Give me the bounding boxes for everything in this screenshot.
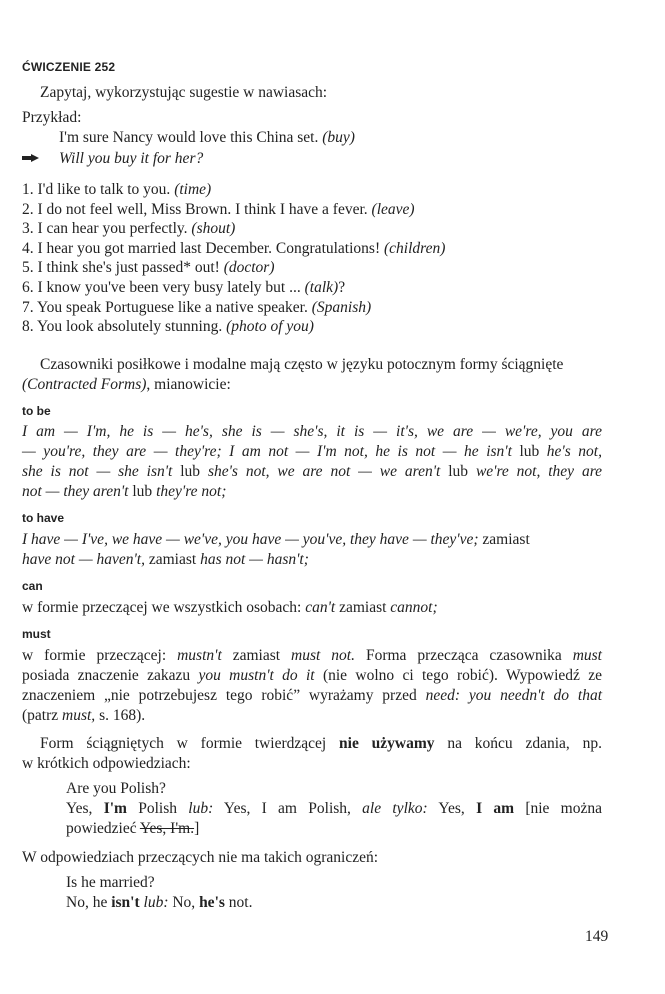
exercise-hint: (leave) bbox=[371, 200, 415, 218]
exercise-item bbox=[22, 200, 415, 219]
exercise-item bbox=[22, 278, 345, 297]
exercise-number: 1. bbox=[22, 181, 34, 198]
exercise-hint: (shout) bbox=[191, 220, 236, 238]
example-sentence: I'm sure Nancy would love this China set. (buy) bbox=[59, 129, 355, 146]
must-line-3: znaczeniem „nie potrzebujesz tego robić” wyrażamy przed need: you needn't do that bbox=[22, 687, 602, 704]
exercise-text: I'd like to talk to you. bbox=[37, 181, 171, 198]
exercise-text: I know you've been very busy lately but ... bbox=[37, 279, 301, 296]
form-answer-2: powiedzieć Yes, I'm.] bbox=[66, 820, 200, 837]
exercise-text: I hear you got married last December. Congratulations! bbox=[37, 239, 381, 257]
exercise-number: 5. bbox=[22, 259, 34, 277]
intro-line-2: (Contracted Forms), mianowicie: bbox=[22, 376, 231, 393]
exercise-text: I can hear you perfectly. bbox=[37, 220, 188, 238]
negative-answer: No, he isn't lub: No, he's not. bbox=[66, 894, 253, 911]
intro-line-1: Czasowniki posiłkowe i modalne mają często w języku potocznym formy ściągnięte bbox=[40, 356, 564, 373]
exercise-text: I do not feel well, Miss Brown. I think I have a fever. bbox=[37, 200, 368, 218]
exercise-hint: (talk) bbox=[304, 279, 339, 296]
instruction: Zapytaj, wykorzystując sugestie w nawiasach: bbox=[40, 84, 328, 101]
must-line-2: posiada znaczenie zakazu you mustn't do it (nie wolno ci tego robić). Wypowiedź ze bbox=[22, 667, 602, 684]
exercise-item bbox=[22, 258, 275, 277]
section-title-must: must bbox=[22, 627, 51, 641]
exercise-hint: (photo of you) bbox=[226, 318, 314, 336]
exercise-tail: ? bbox=[338, 279, 346, 296]
must-line-4: (patrz must, s. 168). bbox=[22, 707, 146, 724]
pointing-hand-icon bbox=[22, 153, 40, 163]
to-be-line-2: — you're, they are — they're; I am not — I'm not, he is not — he isn't lub he's not, bbox=[22, 443, 602, 460]
exercise-text: You look absolutely stunning. bbox=[36, 318, 223, 336]
exercise-number: 3. bbox=[22, 220, 34, 238]
exercise-item bbox=[22, 239, 445, 258]
form-line-2: w krótkich odpowiedziach: bbox=[22, 755, 191, 772]
exercise-item bbox=[22, 298, 371, 317]
exercise-hint: (Spanish) bbox=[311, 298, 372, 316]
section-title-to-have: to have bbox=[22, 511, 65, 525]
exercise-hint: (time) bbox=[174, 181, 212, 198]
to-be-line-1: I am — I'm, he is — he's, she is — she's, it is — it's, we are — we're, you are bbox=[22, 423, 602, 440]
to-be-line-3: she is not — she isn't lub she's not, we are not — we aren't lub we're not, they are bbox=[22, 463, 603, 480]
to-have-line-1: I have — I've, we have — we've, you have — you've, they have — they've; zamiast bbox=[22, 531, 530, 548]
exercise-text: I think she's just passed* out! bbox=[37, 259, 220, 277]
exercise-number: 4. bbox=[22, 239, 34, 257]
to-have-line-2: have not — haven't, zamiast has not — hasn't; bbox=[22, 551, 309, 568]
section-title-can: can bbox=[22, 579, 43, 593]
exercise-item bbox=[22, 219, 235, 238]
negative-question: Is he married? bbox=[66, 874, 155, 891]
exercise-number: 8. bbox=[22, 318, 34, 336]
can-line: w formie przeczącej we wszystkich osobach: can't zamiast cannot; bbox=[22, 599, 438, 616]
page-number: 149 bbox=[585, 928, 609, 945]
exercise-item bbox=[22, 180, 211, 199]
exercise-number: 6. bbox=[22, 279, 34, 296]
negative-line: W odpowiedziach przeczących nie ma takich ograniczeń: bbox=[22, 849, 379, 866]
exercise-heading: ĆWICZENIE 252 bbox=[22, 60, 116, 74]
example-answer: Will you buy it for her? bbox=[59, 150, 204, 167]
example-label: Przykład: bbox=[22, 109, 82, 126]
exercise-number: 7. bbox=[22, 298, 34, 316]
form-line-1: Form ściągniętych w formie twierdzącej nie używamy na końcu zdania, np. bbox=[40, 735, 602, 752]
exercise-number: 2. bbox=[22, 200, 34, 218]
form-question: Are you Polish? bbox=[66, 780, 166, 797]
exercise-item bbox=[22, 317, 314, 336]
to-be-line-4: not — they aren't lub they're not; bbox=[22, 483, 227, 500]
must-line-1: w formie przeczącej: mustn't zamiast must not. Forma przecząca czasownika must bbox=[22, 647, 602, 664]
exercise-text: You speak Portuguese like a native speaker. bbox=[36, 298, 308, 316]
section-title-to-be: to be bbox=[22, 404, 51, 418]
exercise-hint: (children) bbox=[384, 239, 446, 257]
form-answer-1: Yes, I'm Polish lub: Yes, I am Polish, ale tylko: Yes, I am [nie można bbox=[66, 800, 602, 817]
exercise-hint: (doctor) bbox=[223, 259, 275, 277]
